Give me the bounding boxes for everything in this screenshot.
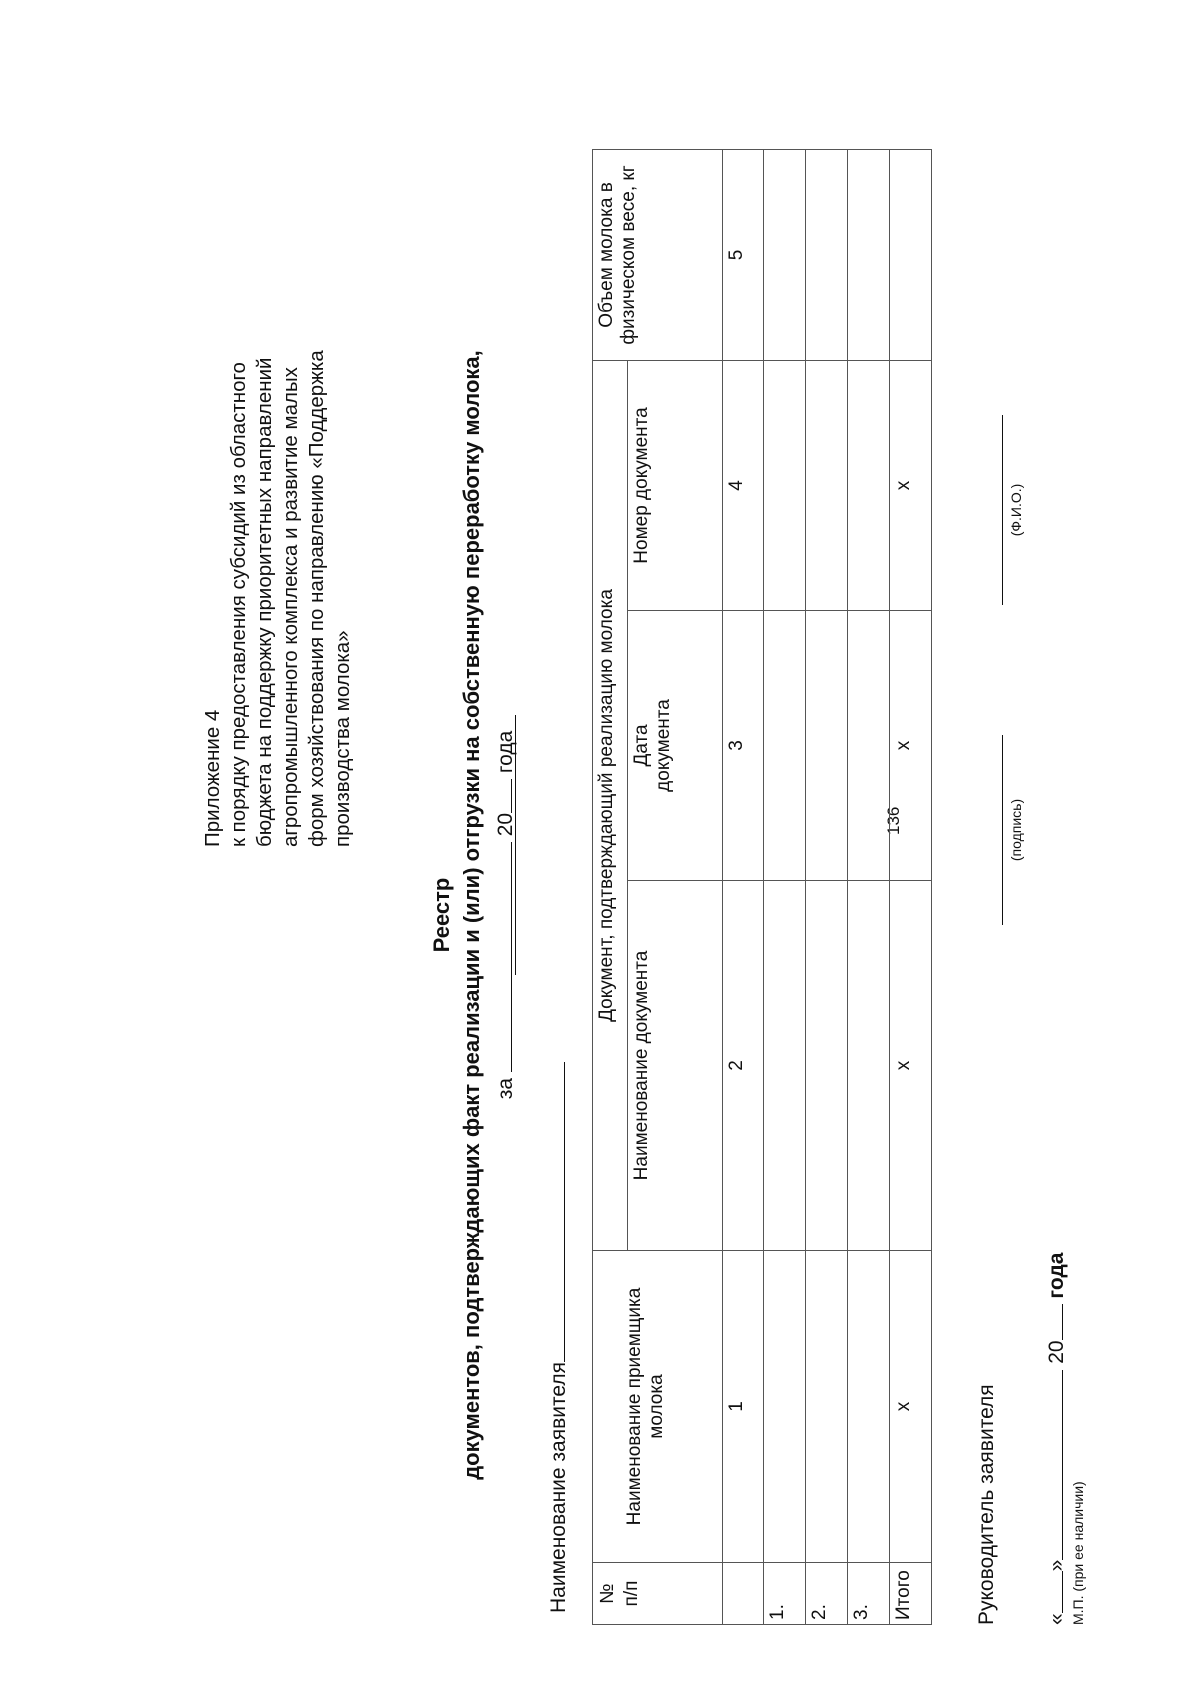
signature-line[interactable] [1002, 735, 1003, 925]
cell[interactable] [764, 149, 806, 360]
period-year: 20 [494, 812, 517, 837]
cell[interactable] [848, 360, 890, 610]
period-underline [515, 715, 516, 975]
date-year: 20 [1045, 1340, 1068, 1364]
cell[interactable] [806, 881, 848, 1251]
cell[interactable] [764, 881, 806, 1251]
colnum: 1 [723, 1251, 764, 1563]
cell: x [890, 1251, 932, 1563]
cell[interactable] [890, 149, 932, 360]
header-doc-number: Номер документа [628, 360, 723, 610]
header-receiver: Наименование приемщика молока [593, 1251, 723, 1563]
signature-caption: (подпись) [1008, 798, 1024, 862]
header-volume: Объем молока в физическом весе, кг [593, 149, 723, 360]
colnum: 4 [723, 360, 764, 610]
applicant-label: Наименование заявителя [547, 1362, 570, 1613]
register-table [592, 149, 932, 1625]
cell[interactable] [806, 149, 848, 360]
table-row [764, 149, 806, 1624]
cell: 1. [764, 1563, 806, 1625]
date-year-blank[interactable] [1040, 1304, 1063, 1340]
table-row [806, 149, 848, 1624]
register-title-block [427, 285, 520, 1545]
name-caption: (Ф.И.О.) [1008, 483, 1024, 537]
cell[interactable] [764, 611, 806, 881]
cell: x [890, 881, 932, 1251]
register-subtitle: документов, подтверждающих факт реализации и (или) отгрузки на собственную переработку молока, [459, 350, 484, 1480]
column-numbers-row [723, 149, 764, 1624]
header-doc-name: Наименование документа [628, 881, 723, 1251]
applicant-blank[interactable] [542, 1062, 565, 1362]
cell[interactable] [806, 1251, 848, 1563]
cell[interactable] [848, 881, 890, 1251]
date-day-blank[interactable] [1040, 1571, 1063, 1613]
cell: 2. [806, 1563, 848, 1625]
appendix-block [200, 197, 356, 847]
cell: 3. [848, 1563, 890, 1625]
date-open-quote: « [1045, 1613, 1068, 1625]
register-title: Реестр [429, 877, 454, 953]
period-year-blank[interactable] [489, 779, 512, 813]
colnum [723, 1563, 764, 1625]
applicant-row [542, 1062, 571, 1613]
cell[interactable] [806, 360, 848, 610]
date-row [1040, 1253, 1069, 1625]
colnum: 2 [723, 881, 764, 1251]
table-row-total [890, 149, 932, 1624]
date-suffix: года [1045, 1252, 1068, 1299]
page-number: 136 [884, 806, 903, 835]
colnum: 3 [723, 611, 764, 881]
stamp-note: М.П. (при ее наличии) [1070, 1481, 1086, 1625]
cell: x [890, 611, 932, 881]
period-prefix: за [494, 1077, 517, 1100]
header-doc-date: Дата документа [628, 611, 723, 881]
date-month-blank[interactable] [1040, 1370, 1063, 1560]
date-close-quote: » [1045, 1559, 1068, 1572]
period-blank[interactable] [489, 842, 512, 1072]
name-line[interactable] [1002, 415, 1003, 605]
cell[interactable] [848, 149, 890, 360]
cell[interactable] [764, 1251, 806, 1563]
colnum: 5 [723, 149, 764, 360]
header-document-group: Документ, подтверждающий реализацию молока [593, 360, 628, 1250]
header-no: № п/п [593, 1563, 723, 1625]
appendix-title: Приложение 4 [201, 709, 224, 847]
cell[interactable] [764, 360, 806, 610]
period-suffix: года [494, 730, 517, 774]
table-row [848, 149, 890, 1624]
cell: x [890, 360, 932, 610]
head-label: Руководитель заявителя [975, 1384, 998, 1625]
cell[interactable] [848, 1251, 890, 1563]
appendix-text: к порядку предоставления субсидий из областного бюджета на поддержку приоритетных направлений агропромышленного комплекса и развитие малых форм хозяйствования по направлению «Поддержка производства молока» [227, 350, 354, 847]
rotated-page [0, 65, 1140, 1665]
cell: Итого [890, 1563, 932, 1625]
cell[interactable] [848, 611, 890, 881]
cell[interactable] [806, 611, 848, 881]
